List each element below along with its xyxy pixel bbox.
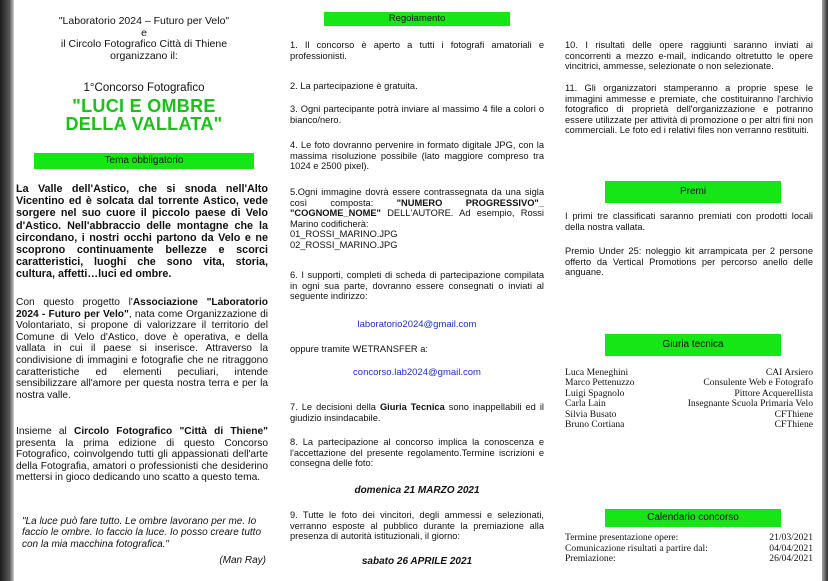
wetransfer-line: oppure tramite WETRANSFER a: — [290, 344, 428, 354]
calendar-row — [565, 533, 813, 544]
rule-4: 4. Le foto dovranno pervenire in formato digitale JPG, con la massima risoluzione possibile (lato maggiore compreso tra 1024 e 2500 pixel). — [290, 140, 544, 172]
deadline-date: domenica 21 MARZO 2021 — [354, 485, 480, 496]
rule5-example-2: 02_ROSSI_MARINO.JPG — [290, 239, 398, 250]
jury-bar: Giuria tecnica — [605, 334, 781, 356]
rule5-example-1: 01_ROSSI_MARINO.JPG — [290, 229, 398, 240]
jury-name: Carla Lain — [565, 398, 606, 410]
column-rules — [286, 0, 548, 581]
jury-list — [565, 368, 813, 430]
column-intro — [16, 0, 272, 581]
contest-title — [16, 97, 272, 133]
rule5-example-intro: DELL'AUTORE. Ad esempio, Rossi Marino codificherà: — [290, 208, 544, 229]
quote-text: "La luce può fare tutto. Le ombre lavorano per me. Io faccio le ombre. Io faccio la luce. Io posso creare tutto con la mia macchina fotografica." — [22, 516, 262, 550]
rule-7 — [290, 402, 544, 423]
calendar-date: 04/04/2021 — [769, 542, 813, 554]
award-date: sabato 26 APRILE 2021 — [361, 556, 473, 567]
calendar-bar: Calendario concorso — [605, 509, 781, 527]
jury-role: CAI Arsiero — [765, 367, 813, 378]
rule-10: 10. I risultati delle opere raggiunti saranno inviati ai concorrenti a mezzo e-mail, indicando oltretutto le opere vincitrici, ammesse, selezionate o non selezionate. — [565, 40, 813, 72]
para2-prefix: Con questo progetto l' — [16, 297, 133, 308]
para3-prefix: Insieme al — [16, 426, 74, 437]
header-organize: organizzano il: — [110, 49, 178, 62]
rule-9: 9. Tutte le foto dei vincitori, degli ammessi e selezionati, verranno esposte al pubblico durante la premiazione alla presenza di autorità istituzionali, il giorno: — [290, 510, 544, 542]
contest-name: 1°Concorso Fotografico — [83, 82, 205, 94]
rule-11: 11. Gli organizzatori stamperanno a proprie spese le immagini ammesse e premiate, che costituiranno l'archivio fotografico di proprietà dell'organizzazione e potranno essere utilizzate per attività di promozione o per altri fini non commerciali. Le foto ed i relativi files non verranno restituiti. — [565, 83, 813, 136]
para2-bold: Associazione "Laboratorio 2024 - Futuro per Velo" — [16, 297, 268, 320]
rule-5 — [290, 187, 544, 251]
email-laboratorio[interactable]: laboratorio2024@gmail.com — [357, 319, 477, 330]
quote-author: (Man Ray) — [219, 555, 266, 566]
rule-6: 6. I supporti, completi di scheda di partecipazione compilata in ogni sua parte, dovranno essere consegnati o inviati al seguente indirizzo: — [290, 270, 544, 302]
rule7-c: sono inappellabili ed il giudizio insindacabile. — [290, 402, 544, 423]
calendar-table — [565, 533, 813, 565]
rule7-jury: Giuria Tecnica — [379, 402, 445, 412]
organizer-association: "Laboratorio 2024 – Futuro per Velo" — [58, 15, 230, 27]
jury-table — [565, 368, 813, 430]
calendar-label: Comunicazione risultati a partire dal: — [565, 542, 708, 554]
jury-role: Insegnante Scuola Primaria Velo — [687, 398, 813, 410]
theme-description: La Valle dell'Astico, che si snoda nell'Alto Vicentino ed è solcata dal torrente Astico, vede sorgere nel suo cuore il piccolo paese di Velo d'Astico. Nell'abbraccio delle montagne che la circondano, i nostri occhi partono da Velo e ne scoprono continuamente bellezze e scorci caratteristici, luoghi che sono vita, storia, cultura, affetti…luci ed ombre. — [16, 183, 268, 281]
rule5-intro: 5.Ogni immagine dovrà essere contrassegnata da una sigla così composta: — [290, 187, 544, 208]
rule-3: 3. Ogni partecipante potrà inviare al massimo 4 file a colori o bianco/nero. — [290, 104, 544, 125]
jury-role: CFThiene — [774, 419, 813, 431]
para3-rest: presenta la prima edizione di questo Concorso Fotografico, coinvolgendo tutti gli appassionati dell'arte della Fotografia, amatori o professionisti che desiderino mettersi in gioco dedicando uno scatto a questo tema. — [16, 437, 268, 484]
para3-bold: Circolo Fotografico "Città di Thiene" — [73, 426, 268, 437]
organizer-club: il Circolo Fotografico Città di Thiene — [60, 38, 228, 50]
calendar-list — [565, 533, 813, 565]
rule7-a: 7. Le decisioni della — [290, 402, 380, 412]
jury-name: Silvia Busato — [565, 408, 617, 420]
jury-name: Luca Meneghini — [565, 367, 629, 378]
header-and: e — [141, 26, 147, 39]
prizes-text-2: Premio Under 25: noleggio kit arrampicata per 2 persone offerto da Vertical Promotions per percorso anello delle anguane. — [565, 246, 813, 278]
jury-name: Bruno Cortiana — [565, 419, 625, 431]
rule5-code: "NUMERO PROGRESSIVO"_ "COGNOME_NOME" — [290, 197, 544, 219]
prizes-bar: Premi — [605, 181, 781, 203]
column-prizes — [563, 0, 815, 581]
club-paragraph — [16, 426, 268, 484]
title-line-1: "LUCI E OMBRE — [72, 96, 216, 116]
email-wetransfer[interactable]: concorso.lab2024@gmail.com — [353, 367, 481, 378]
jury-role: CFThiene — [774, 408, 813, 420]
rules-bar: Regolamento — [324, 12, 510, 26]
calendar-date: 26/04/2021 — [769, 553, 813, 565]
left-scan-edge — [0, 0, 14, 581]
calendar-row — [565, 554, 813, 565]
calendar-label: Termine presentazione opere: — [565, 532, 679, 543]
rule-1: 1. Il concorso è aperto a tutti i fotografi amatoriali e professionisti. — [290, 40, 544, 61]
para2-rest: , nata come Organizzazione di Volontariato, si propone di valorizzare il territorio del Comune di Velo d'Astico, dove è operativa, e della vallata in cui il paese si inserisce. Attraverso la condivisione di immagini e fotografie che ne ritraggono caratteristiche ed elementi peculiari, intende sensibilizzare all'amore per questa nostra terra e per la nostra valle. — [16, 308, 268, 401]
jury-role: Pittore Acquerellista — [734, 387, 813, 399]
jury-row — [565, 420, 813, 430]
rule-8: 8. La partecipazione al concorso implica la conoscenza e l'accettazione del presente regolamento.Termine iscrizioni e consegna delle foto: — [290, 437, 544, 469]
theme-bar: Tema obbligatorio — [34, 153, 254, 169]
calendar-date: 21/03/2021 — [769, 532, 813, 543]
organizers-header — [16, 16, 272, 62]
prizes-text-1: I primi tre classificati saranno premiati con prodotti locali della nostra vallata. — [565, 211, 813, 232]
jury-role: Consulente Web e Fotografo — [703, 377, 813, 389]
association-paragraph — [16, 297, 268, 401]
right-scan-edge — [822, 0, 828, 581]
jury-name: Luigi Spagnolo — [565, 387, 625, 399]
jury-name: Marco Pettenuzzo — [565, 377, 635, 389]
calendar-label: Premiazione: — [565, 553, 616, 565]
title-line-2: DELLA VALLATA" — [65, 114, 223, 134]
rule-2: 2. La partecipazione è gratuita. — [290, 81, 418, 91]
